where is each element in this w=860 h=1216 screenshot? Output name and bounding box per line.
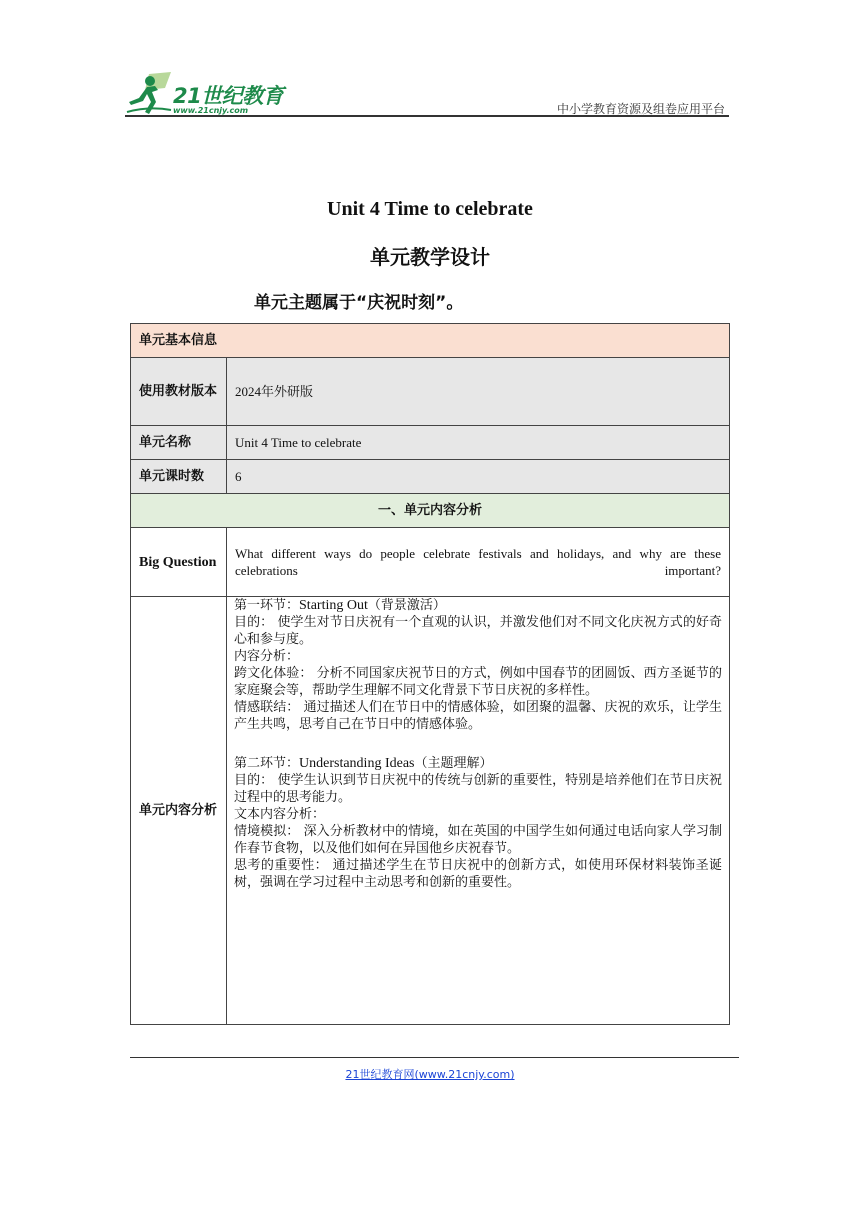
textbook-value: 2024年外研版 xyxy=(227,358,730,426)
footer-link[interactable]: 21世纪教育网(www.21cnjy.com) xyxy=(345,1068,515,1081)
unit-name-value: Unit 4 Time to celebrate xyxy=(227,426,730,460)
footer-divider xyxy=(130,1057,739,1058)
document-title-chinese: 单元教学设计 xyxy=(370,245,490,269)
stage-two-situation: 情境模拟： 深入分析教材中的情境，如在英国的中国学生如何通过电话向家人学习制作春节食物，以及他们如何在异国他乡庆祝春节。 xyxy=(234,824,723,856)
content-analysis-row xyxy=(131,597,730,1025)
big-question-text: What different ways do people celebrate festivals and holidays, and why are these celebrations important? xyxy=(227,528,730,597)
logo-wordmark: 21世纪教育 xyxy=(173,84,284,108)
lesson-count-label: 单元课时数 xyxy=(131,460,227,494)
stage-one-prefix: 第一环节： xyxy=(234,598,300,613)
stage-one-english: Starting Out xyxy=(299,598,368,613)
content-analysis-label: 单元内容分析 xyxy=(131,597,227,1025)
unit-design-table xyxy=(130,323,730,1025)
stage-one-suffix: （背景激活） xyxy=(367,598,446,613)
basic-info-header-row xyxy=(131,324,730,358)
stage-one-purpose: 目的： 使学生对节日庆祝有一个直观的认识，并激发他们对不同文化庆祝方式的好奇心和参与度。 xyxy=(234,615,723,647)
stage-one-emotion: 情感联结： 通过描述人们在节日中的情感体验，如团聚的温馨、庆祝的欢乐，让学生产生共鸣，思考自己在节日中的情感体验。 xyxy=(234,700,723,732)
section-one-header-row xyxy=(131,494,730,528)
stage-two-purpose: 目的： 使学生认识到节日庆祝中的传统与创新的重要性，特别是培养他们在节日庆祝过程中的思考能力。 xyxy=(234,773,723,805)
textbook-row xyxy=(131,358,730,426)
page-header xyxy=(125,66,729,118)
stage-one-analysis-title: 内容分析： xyxy=(234,649,300,664)
textbook-label: 使用教材版本 xyxy=(131,358,227,426)
stage-one-title xyxy=(234,597,722,614)
unit-theme: 单元主题属于“庆祝时刻”。 xyxy=(254,293,464,313)
site-logo[interactable] xyxy=(125,72,295,120)
runner-logo-icon xyxy=(125,72,173,116)
stage-two-text-title: 文本内容分析： xyxy=(234,807,326,822)
header-slogan: 中小学教育资源及组卷应用平台 xyxy=(556,102,725,116)
stage-one-cross-cultural: 跨文化体验： 分析不同国家庆祝节日的方式，例如中国春节的团圆饭、西方圣诞节的家庭聚会等，帮助学生理解不同文化背景下节日庆祝的多样性。 xyxy=(234,666,723,698)
lesson-count-value: 6 xyxy=(227,460,730,494)
stage-two-thinking: 思考的重要性： 通过描述学生在节日庆祝中的创新方式，如使用环保材料装饰圣诞树，强调在学习过程中主动思考和创新的重要性。 xyxy=(234,858,723,890)
document-title-english: Unit 4 Time to celebrate xyxy=(327,198,533,220)
logo-url: www.21cnjy.com xyxy=(173,106,249,115)
basic-info-header: 单元基本信息 xyxy=(131,324,730,358)
big-question-label: Big Question xyxy=(131,528,227,597)
lesson-count-row xyxy=(131,460,730,494)
stage-two-suffix: （主题理解） xyxy=(414,756,493,771)
unit-name-row xyxy=(131,426,730,460)
header-divider xyxy=(125,115,729,117)
stage-two-prefix: 第二环节： xyxy=(234,756,300,771)
stage-two-english: Understanding Ideas xyxy=(299,756,415,771)
big-question-row xyxy=(131,528,730,597)
section-one-header: 一、单元内容分析 xyxy=(131,494,730,528)
stage-two-title xyxy=(234,755,722,772)
paragraph-spacer xyxy=(234,733,722,755)
content-analysis-cell xyxy=(227,597,730,1025)
unit-name-label: 单元名称 xyxy=(131,426,227,460)
